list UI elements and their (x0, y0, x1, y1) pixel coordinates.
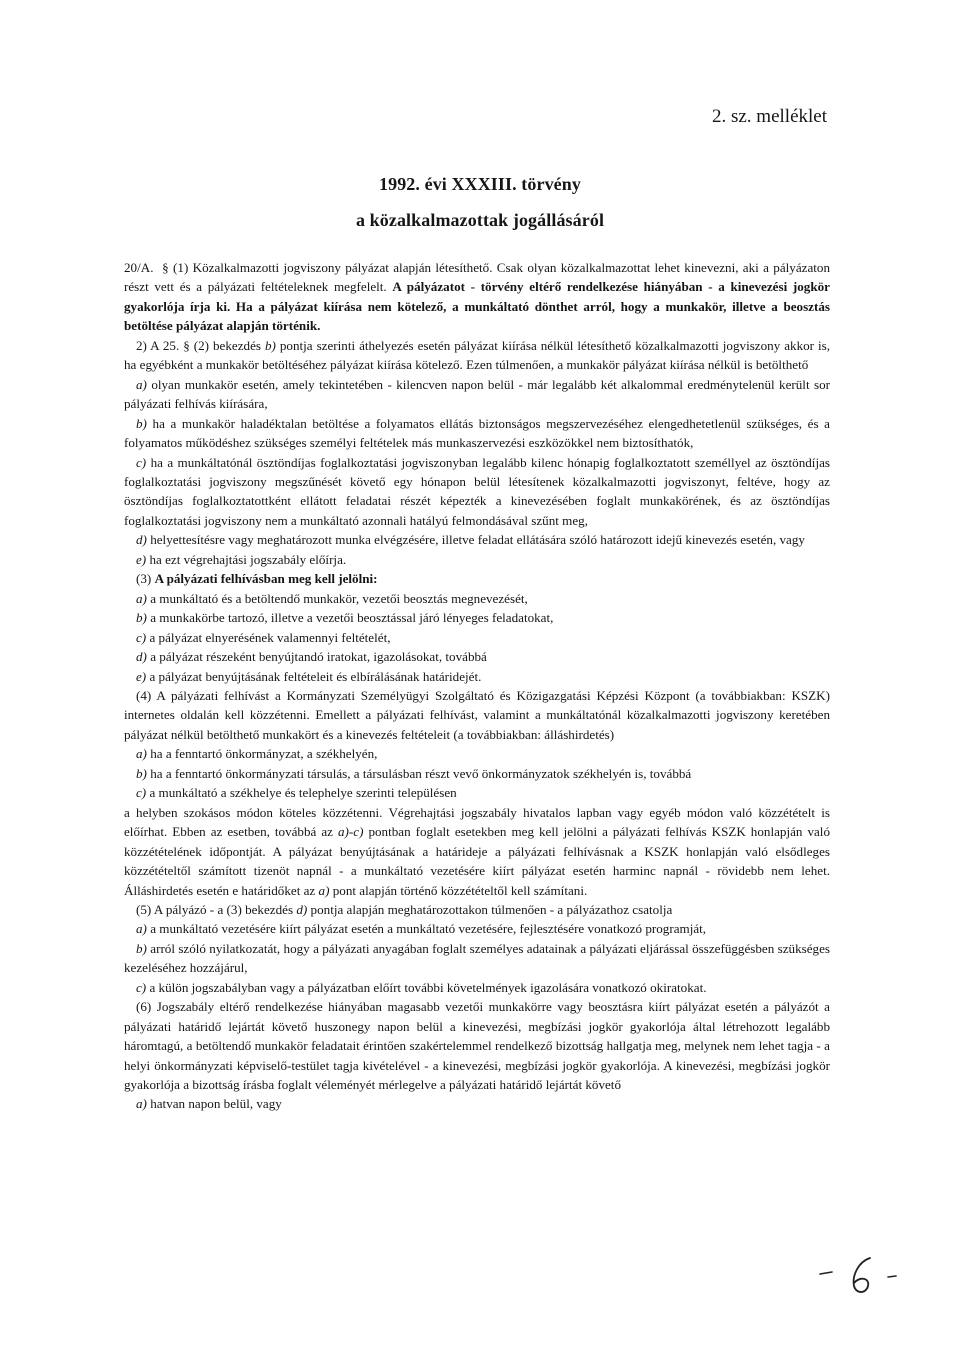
list-item (124, 667, 830, 686)
list-item (124, 608, 830, 627)
paragraph-prefix: 2) A 25. (136, 337, 180, 353)
item-letter: b) (136, 765, 147, 781)
item-text: arról szóló nyilatkozatát, hogy a pályázati anyagában foglalt személyes adatainak a pályázati eljárással összefüggésben szükséges kezeléséhez hozzájárul, (124, 940, 830, 976)
item-letter: e) (136, 551, 147, 567)
paragraph-text: pont alapján történő közzétételtől kell számítani. (332, 882, 588, 898)
item-text: a pályázat elnyerésének valamennyi feltételét, (149, 629, 391, 645)
list-item (124, 530, 830, 549)
item-text: a munkáltató a székhelye és telephelye szerinti településen (149, 785, 457, 801)
item-text: a munkáltató és a betöltendő munkakör, vezetői beosztás megnevezését, (150, 590, 528, 606)
list-item (124, 783, 830, 802)
list-item (124, 453, 830, 531)
item-letter: b) (136, 415, 147, 431)
item-text: ha a munkáltatónál ösztöndíjas foglalkoztatási jogviszonyban legalább kilenc hónapig foglalkoztatott személlyel az ösztöndíjas foglalkoztatási jogviszony megszűnését követő egy hónapon belül létesítenek közalkalmazotti jogviszonyt, feltéve, hogy az ösztöndíjas foglalkoztatottként ellátott feladatai részét képezték a kinevezésében foglalt munkakörének, és az ösztöndíjas foglalkoztatási jogviszony nem a munkáltató azonnali hatályú felmondásával szűnt meg, (124, 454, 830, 528)
paragraph-text: (1) Közalkalmazotti jogviszony pályázat alapján létesíthető. Csak olyan közalkalmazottat lehet kinevezni, aki a pályázaton részt vett és a pályázati feltételeknek megfelelt. (124, 260, 830, 295)
item-text: helyettesítésre vagy meghatározott munka elvégzésére, illetve feladat ellátására szóló határozott idejű kinevezés esetén, vagy (150, 532, 805, 548)
section-sign: § (183, 337, 190, 353)
paragraph-number: (3) (136, 571, 152, 587)
item-letter: d) (136, 649, 147, 665)
item-letter: c) (136, 979, 147, 995)
paragraph-4: (4) A pályázati felhívást a Kormányzati Személyügyi Szolgáltató és Közigazgatási Képzési Központ (a továbbiakban: KSZK) internetes oldalán kell közzétenni. Emellett a pályázati felhívást, valamint a munkáltatónál közalkalmazotti jogviszony keretében pályázat nélkül betölthető munkakört és a kinevezés feltételeit (a továbbiakban: álláshirdetés) (124, 687, 830, 742)
item-letter: a) (136, 376, 147, 392)
paragraph-text: a helyben szokásos módon köteles közzétenni. Végrehajtási jogszabály hivatalos lapban vagy egyéb módon való közzétételt is előírhat. Ebben az esetben, továbbá az (124, 804, 830, 840)
item-letter: b) (136, 940, 147, 956)
section-number: 20/A. (124, 260, 154, 275)
item-text: a külön jogszabályban vagy a pályázatban előírt további követelmények igazolására vonatkozó okiratokat. (149, 979, 707, 995)
point-reference: d) (296, 901, 308, 917)
paragraph-lead-bold: A pályázati felhívásban meg kell jelölni: (154, 571, 378, 587)
item-letter: a) (136, 590, 147, 606)
page-mark-dash-right (888, 1276, 896, 1277)
point-reference: a)-c) (337, 824, 364, 840)
law-subtitle: a közalkalmazottak jogállásáról (355, 210, 605, 230)
item-letter: e) (136, 668, 147, 684)
item-text: ha a munkakör haladéktalan betöltése a folyamatos ellátás biztonságos megszervezéséhez elengedhetetlenül szükséges, és a folyamatos működéshez szükséges személyi feltételek más munkaszervezési eszközökkel nem biztosíthatók, (124, 415, 830, 451)
paragraph-text: pontban foglalt esetekben meg kell jelölni a pályázati felhívás KSZK honlapján való közzétételének időpontját. A pályázat benyújtásának a határideje a pályázati felhívásnak a KSZK honlapján való elsődleges közzétételtől számított tizenöt napnál - a munkáltató vezetésére kiírt pályázat esetén harminc napnál - rövidebb nem lehet. Álláshirdetés esetén e határidőket az (124, 824, 830, 898)
item-letter: c) (136, 454, 147, 470)
list-item (124, 978, 830, 997)
list-item (124, 647, 830, 666)
law-title: 1992. évi XXXIII. törvény (379, 174, 581, 194)
item-letter: a) (136, 1096, 147, 1112)
page-mark-dash-left (820, 1272, 832, 1274)
list-item (124, 1094, 830, 1113)
list-item (124, 414, 830, 453)
item-letter: c) (136, 629, 147, 645)
list-item (124, 375, 830, 414)
paragraph-2 (124, 336, 830, 375)
item-text: a pályázat részeként benyújtandó iratokat, igazolásokat, továbbá (150, 649, 487, 665)
list-item (124, 919, 830, 938)
list-item (124, 744, 830, 763)
item-text: a pályázat benyújtásának feltételeit és elbírálásának határidejét. (149, 668, 482, 684)
item-text: ha ezt végrehajtási jogszabály előírja. (149, 551, 347, 567)
item-letter: d) (136, 532, 147, 548)
paragraph-4-tail (124, 803, 830, 900)
item-text: olyan munkakör esetén, amely tekintetében - kilencven napon belül - már legalább két alkalommal eredménytelenül került sor pályázati felhívás kiírására, (124, 376, 830, 412)
item-letter: c) (136, 785, 147, 801)
list-item (124, 589, 830, 608)
paragraph-text: (2) bekezdés (193, 337, 261, 353)
list-item (124, 764, 830, 783)
document-body (124, 258, 830, 1114)
annex-label: 2. sz. melléklet (711, 106, 827, 127)
paragraph-3 (124, 569, 830, 588)
list-item (124, 939, 830, 978)
paragraph-text: (5) A pályázó - a (3) bekezdés (136, 901, 294, 917)
paragraph-text: pontja alapján meghatározottakon túlmenően - a pályázathoz csatolja (310, 901, 673, 917)
point-reference: b) (264, 337, 276, 353)
point-reference: a) (318, 882, 330, 898)
section-sign: § (162, 260, 169, 275)
paragraph-text: pontja szerinti áthelyezés esetén pályázat kiírása nélkül létesíthető közalkalmazotti jogviszony akkor is, ha egyébként a munkakör betöltéséhez pályázat kiírása kötelező. Ezen túlmenően, a munkakör pályázat kiírása nélkül is betölthető (124, 337, 831, 373)
item-letter: b) (136, 610, 147, 626)
list-item (124, 628, 830, 647)
item-text: hatvan napon belül, vagy (150, 1096, 282, 1112)
item-text: ha a fenntartó önkormányzati társulás, a társulásban részt vevő önkormányzatok székhelyén is, továbbá (150, 765, 692, 781)
item-text: ha a fenntartó önkormányzat, a székhelyén, (150, 746, 378, 762)
handwritten-page-number (818, 1250, 913, 1300)
item-text: a munkáltató vezetésére kiírt pályázat esetén a munkáltató vezetésére, fejlesztésére vonatkozó programját, (150, 921, 707, 937)
paragraph-5 (124, 900, 830, 919)
section-20a-paragraph-1 (124, 258, 830, 336)
paragraph-6: (6) Jogszabály eltérő rendelkezése hiányában magasabb vezetői munkakörre vagy beosztásra kiírt pályázat esetén a pályázót a pályázati határidő lejártát követő huszonegy napon belül a kinevezési, megbízási jogkör gyakorlója által létrehozott legalább háromtagú, a betöltendő munkakör feladatait érintően szakértelemmel rendelkező bizottság hallgatja meg, melynek nem lehet tagja - a helyi önkormányzati képviselő-testület tagja kivételével - a kinevezési, megbízási jogkör gyakorlója. A kinevezési, megbízási jogkör gyakorlója a bizottság írásba foglalt véleményét mérlegelve a pályázati határidő lejártát követő (124, 999, 830, 1093)
page-mark-digit (854, 1258, 870, 1292)
item-text: a munkakörbe tartozó, illetve a vezetői beosztással járó lényeges feladatokat, (150, 610, 554, 626)
paragraph-text-bold: A pályázatot - törvény eltérő rendelkezése hiányában - a kinevezési jogkör gyakorlója írja ki. Ha a pályázat kiírása nem kötelező, a munkáltató dönthet arról, hogy a munkakör, illetve a beosztás betöltése pályázat alapján történik. (124, 279, 830, 334)
list-item (124, 550, 830, 569)
item-letter: a) (136, 746, 147, 762)
item-letter: a) (136, 921, 147, 937)
